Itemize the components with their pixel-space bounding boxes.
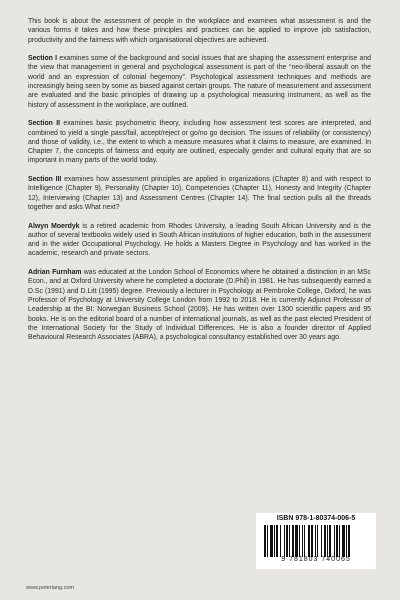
author-name-furnham: Adrian Furnham xyxy=(28,269,82,277)
section-1-paragraph xyxy=(28,54,371,110)
isbn-label: ISBN 978-1-80374-006-5 xyxy=(276,515,356,522)
section-2-lead: Section II xyxy=(28,120,61,128)
isbn-barcode-box xyxy=(256,513,376,569)
author-bio-moerdyk xyxy=(28,222,371,259)
back-cover-text xyxy=(28,17,371,352)
publisher-website: www.peterlang.com xyxy=(26,585,74,591)
section-2-text: examines basic psychometric theory, including how assessment test scores are interpreted, and combined to yield a single pass/fail, accept/reject or go/no go decision. The issues of reliability (or consistency) and those of validity, i.e., the extent to which a measure measures what it claims to measure, are examined. In Chapter 7, the concepts of fairness and equity are outlined, especially gender and cultural equity that are so important in many parts of the world today. xyxy=(28,120,371,165)
barcode-digits: 9 781803 740065 xyxy=(281,556,351,563)
author-bio-text-moerdyk: is a retired academic from Rhodes University, a leading South African University and is the author of several textbooks widely used in South African institutions of higher education, both in the assessment and in the wider Occupational Psychology. He holds a Masters Degree in Psychology and has worked in the academic, research and private sectors. xyxy=(28,222,371,258)
author-name-moerdyk: Alwyn Moerdyk xyxy=(28,222,80,230)
author-bio-text-furnham: was educated at the London School of Economics where he obtained a distinction in an MSc Econ., and at Oxford University where he completed a doctorate (D.Phil) in 1981. He has subsequently earned a D.Sc (1991) and D.Litt (1995) degree. Previously a lecturer in Psychology at Pembroke College, Oxford, he was Professor of Psychology at University College London from 1992 to 2018. He is currently Adjunct Professor of Leadership at the BI: Norwegian Business School (2009). He has written over 1300 scientific papers and 95 books. He is on the editorial board of a number of international journals, as well as the past elected President of the International Society for the Study of Individual Differences. He is also a founder director of Applied Behavioural Research Associates (ABRA), a psychological consultancy established over 30 years ago. xyxy=(28,269,371,342)
barcode-image xyxy=(264,525,368,557)
section-3-lead: Section III xyxy=(28,176,62,184)
intro-paragraph: This book is about the assessment of people in the workplace and examines what assessment is and the various forms it takes and how these principles and practices can be applied to improve job satisfaction, productivity and the fairness with which organisational objectives are achieved. xyxy=(28,18,371,44)
section-3-paragraph xyxy=(28,175,371,212)
author-bio-furnham xyxy=(28,268,371,342)
section-2-paragraph xyxy=(28,119,371,165)
section-3-text: examines how assessment principles are applied in organizations (Chapter 8) and with respect to Intelligence (Chapter 9), Personality (Chapter 10), Competencies (Chapter 11), Honesty and Integrity (Chapter 12), Interviewing (Chapter 13) and Assessment Centres (Chapter 14). The final section pulls all the threads together and asks What next? xyxy=(28,176,371,211)
section-1-lead: Section I xyxy=(28,55,58,63)
section-1-text: examines some of the background and social issues that are shaping the assessment enterprise and the view that management in general and psychological assessment is part of the “neo-liberal assault on the world and an expression of colonial hegemony”. Psychological assessment techniques and methods are increasingly being seen by some as biased against certain groups. The nature of measurement and assessment are evaluated and the basic principles of drawing up a psychological measuring instrument, as well as the history of assessment in the workplace, are outlined. xyxy=(28,55,371,109)
